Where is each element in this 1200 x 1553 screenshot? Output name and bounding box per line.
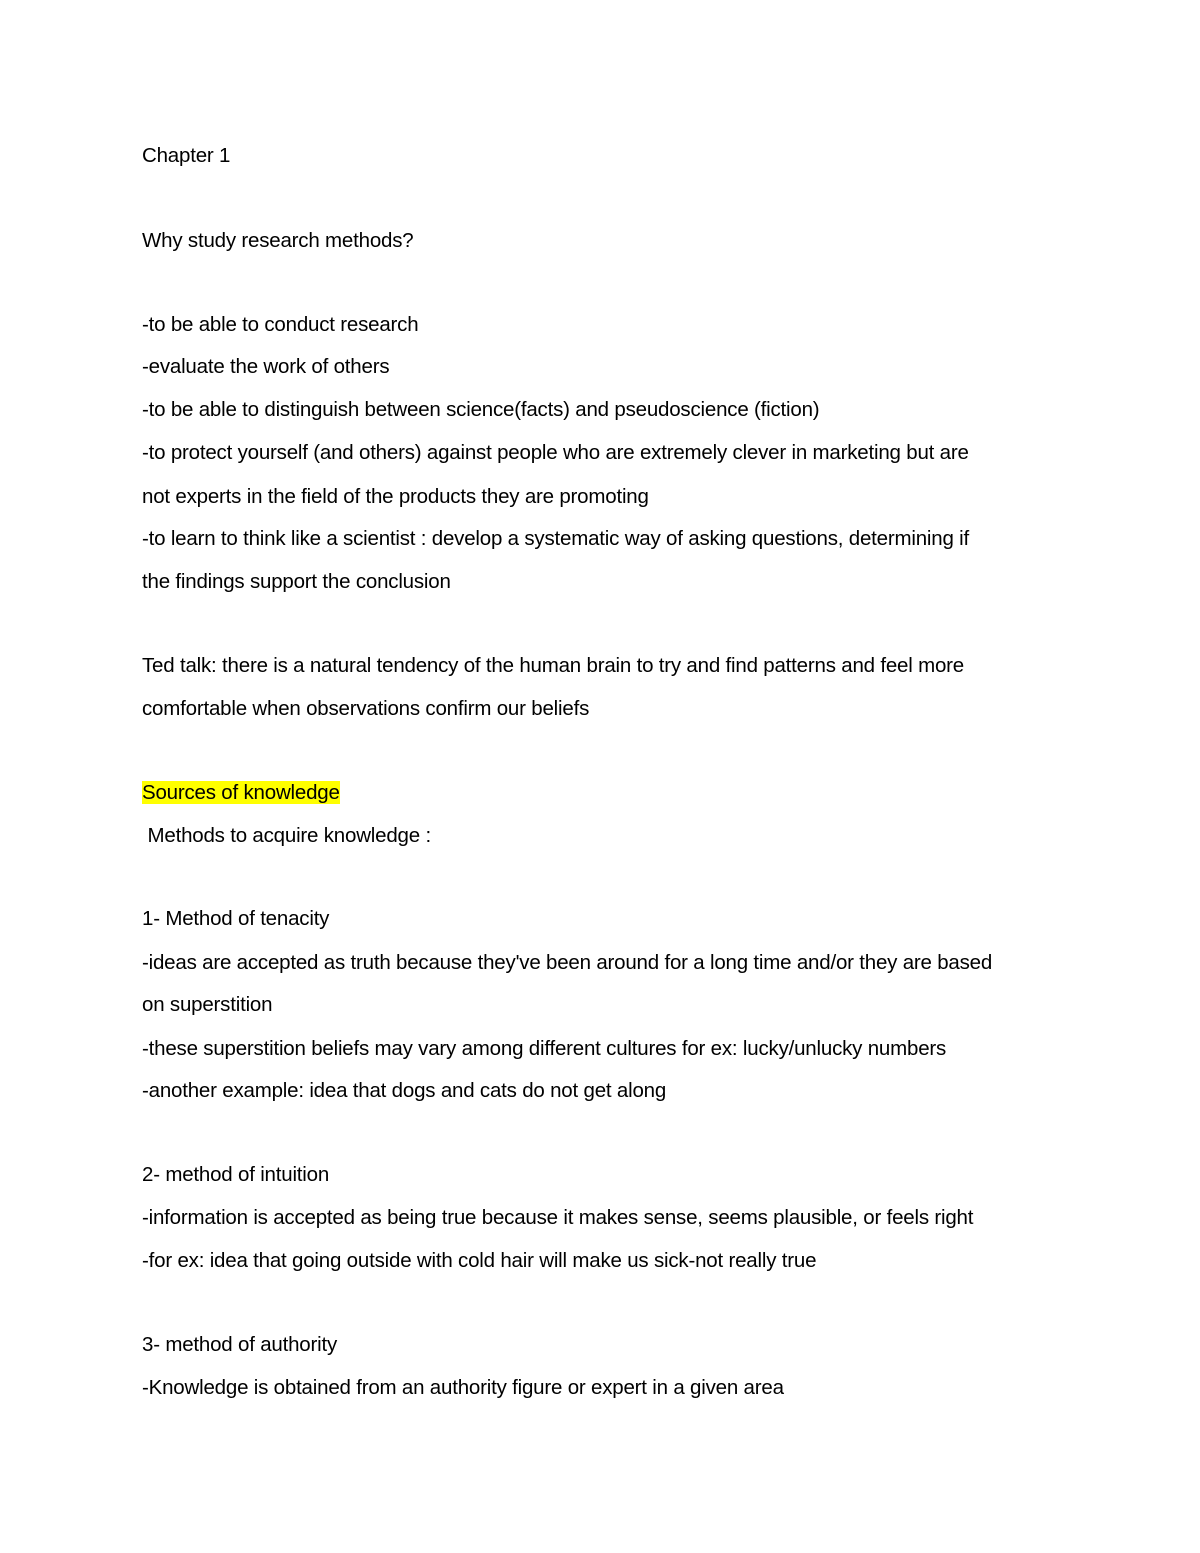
why-heading: Why study research methods?	[142, 229, 414, 252]
reason-line: -to protect yourself (and others) against people who are extremely clever in marketing but are	[142, 441, 969, 464]
sources-heading-row	[142, 780, 340, 806]
ted-talk-line: comfortable when observations confirm our beliefs	[142, 697, 590, 720]
method-1-line: -ideas are accepted as truth because they've been around for a long time and/or they are based	[142, 951, 993, 974]
method-1-line: -these superstition beliefs may vary among different cultures for ex: lucky/unlucky numbers	[142, 1037, 947, 1060]
methods-intro: Methods to acquire knowledge :	[142, 824, 431, 847]
method-3-line: -Knowledge is obtained from an authority figure or expert in a given area	[142, 1376, 784, 1399]
reason-line: -to learn to think like a scientist : develop a systematic way of asking questions, determining if	[142, 527, 970, 550]
method-2-line: -information is accepted as being true because it makes sense, seems plausible, or feels right	[142, 1206, 974, 1229]
method-1-line: on superstition	[142, 993, 273, 1016]
method-2-line: -for ex: idea that going outside with cold hair will make us sick-not really true	[142, 1249, 817, 1272]
sources-heading-highlight: Sources of knowledge	[142, 781, 340, 804]
reason-line: the findings support the conclusion	[142, 570, 451, 593]
method-1-line: -another example: idea that dogs and cats do not get along	[142, 1079, 667, 1102]
chapter-title: Chapter 1	[142, 144, 231, 167]
reason-line: -to be able to distinguish between science(facts) and pseudoscience (fiction)	[142, 398, 820, 421]
reason-line: not experts in the field of the products they are promoting	[142, 485, 649, 508]
reason-line: -evaluate the work of others	[142, 355, 390, 378]
method-3-title: 3- method of authority	[142, 1333, 338, 1356]
reason-line: -to be able to conduct research	[142, 313, 419, 336]
ted-talk-line: Ted talk: there is a natural tendency of the human brain to try and find patterns and feel more	[142, 654, 965, 677]
method-1-title: 1- Method of tenacity	[142, 907, 330, 930]
method-2-title: 2- method of intuition	[142, 1163, 330, 1186]
